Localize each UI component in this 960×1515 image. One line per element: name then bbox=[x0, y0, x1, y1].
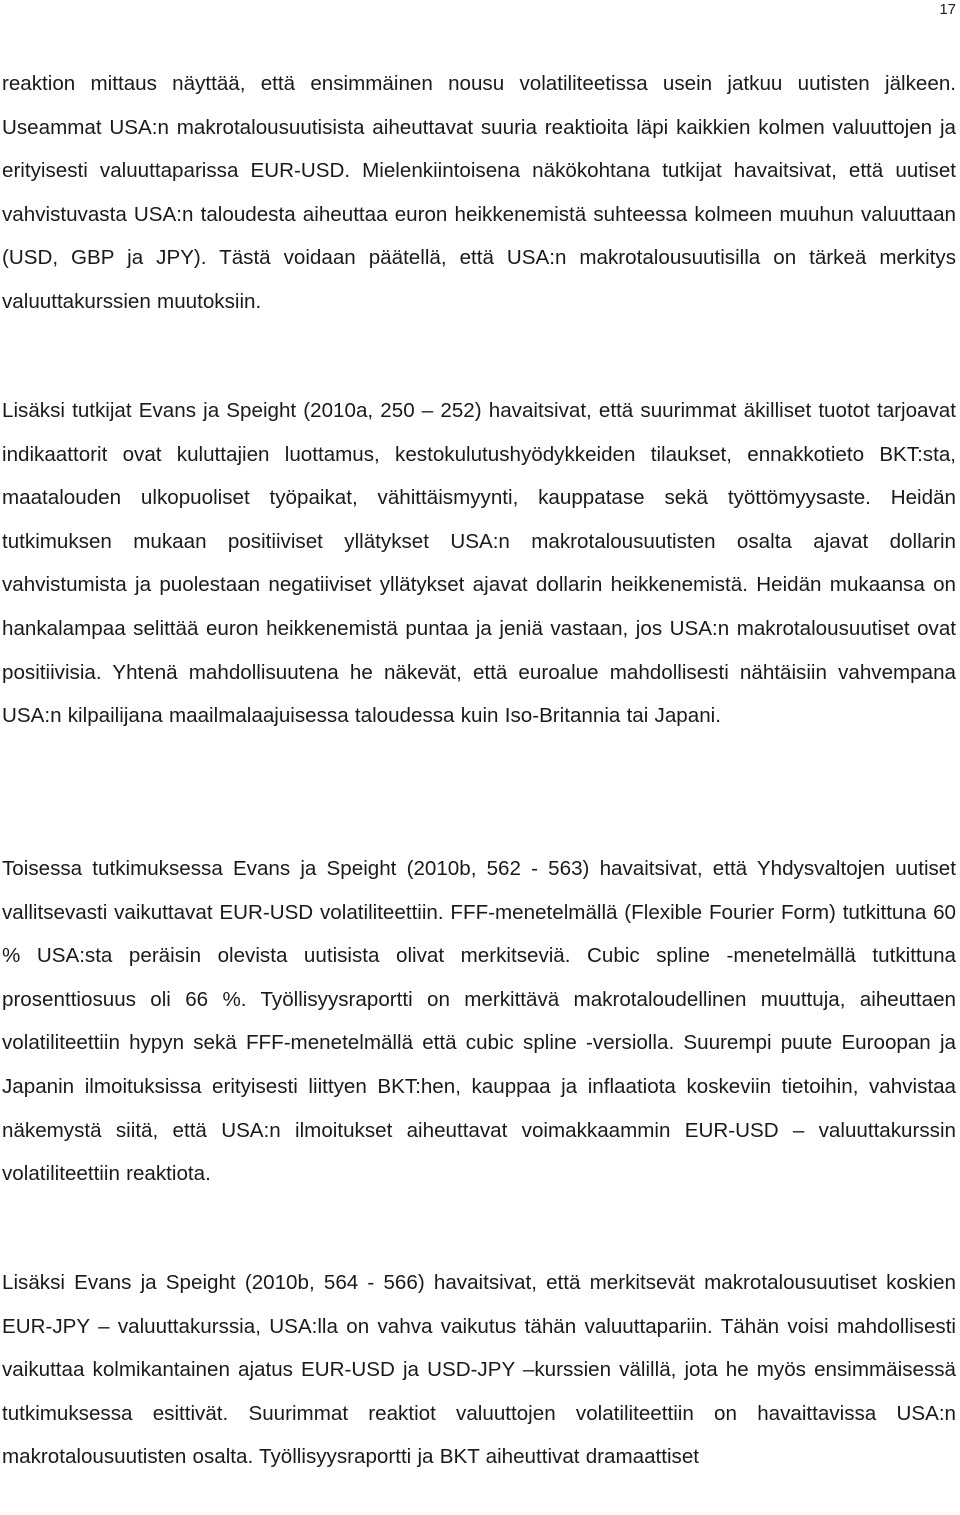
body-paragraph-4: Lisäksi Evans ja Speight (2010b, 564 - 566) havaitsivat, että merkitsevät makrotalousuutiset koskien EUR-JPY – valuuttakurssia, USA:lla on vahva vaikutus tähän valuuttapariin. Tähän voisi mahdollisesti vaikuttaa kolmikantainen ajatus EUR-USD ja USD-JPY –kurssien välillä, jota he myös ensimmäisessä tutkimuksessa esittivät. Suurimmat reaktiot valuuttojen volatiliteettiin on havaittavissa USA:n makrotalousuutisten osalta. Työllisyysraportti ja BKT aiheuttivat dramaattiset bbox=[2, 1271, 956, 1469]
body-paragraph-3: Toisessa tutkimuksessa Evans ja Speight (2010b, 562 - 563) havaitsivat, että Yhdysvaltojen uutiset vallitsevasti vaikuttavat EUR-USD volatiliteettiin. FFF-menetelmällä (Flexible Fourier Form) tutkittuna 60 % USA:sta peräisin olevista uutisista olivat merkitseviä. Cubic spline -menetelmällä tutkittuna prosenttiosuus oli 66 %. Työllisyysraportti on merkittävä makrotaloudellinen muuttuja, aiheuttaen volatiliteettiin hypyn sekä FFF-menetelmällä että cubic spline -versiolla. Suurempi puute Euroopan ja Japanin ilmoituksissa erityisesti liittyen BKT:hen, kauppaa ja inflaatiota koskeviin tietoihin, vahvistaa näkemystä siitä, että USA:n ilmoitukset aiheuttavat voimakkaammin EUR-USD – valuuttakurssin volatiliteettiin reaktiota. bbox=[2, 857, 956, 1186]
body-paragraph-2: Lisäksi tutkijat Evans ja Speight (2010a, 250 – 252) havaitsivat, että suurimmat äkilliset tuotot tarjoavat indikaattorit ovat kuluttajien luottamus, kestokulutushyödykkeiden tilaukset, ennakkotieto BKT:sta, maatalouden ulkopuoliset työpaikat, vähittäismyynti, kauppatase sekä työttömyysaste. Heidän tutkimuksen mukaan positiiviset yllätykset USA:n makrotalousuutisten osalta ajavat dollarin vahvistumista ja puolestaan negatiiviset yllätykset ajavat dollarin heikkenemistä. Heidän mukaansa on hankalampaa selittää euron heikkenemistä puntaa ja jeniä vastaan, jos USA:n makrotalousuutiset ovat positiivisia. Yhtenä mahdollisuutena he näkevät, että euroalue mahdollisesti nähtäisiin vahvempana USA:n kilpailijana maailmalaajuisessa taloudessa kuin Iso-Britannia tai Japani. bbox=[2, 399, 956, 728]
body-paragraph-1: reaktion mittaus näyttää, että ensimmäinen nousu volatiliteetissa usein jatkuu uutisten jälkeen. Useammat USA:n makrotalousuutisista aiheuttavat suuria reaktioita läpi kaikkien kolmen valuuttojen ja erityisesti valuuttaparissa EUR-USD. Mielenkiintoisena näkökohtana tutkijat havaitsivat, että uutiset vahvistuvasta USA:n taloudesta aiheuttaa euron heikkenemistä suhteessa kolmeen muuhun valuuttaan (USD, GBP ja JPY). Tästä voidaan päätellä, että USA:n makrotalousuutisilla on tärkeä merkitys valuuttakurssien muutoksiin. bbox=[2, 72, 956, 313]
page-number: 17 bbox=[939, 1, 956, 18]
